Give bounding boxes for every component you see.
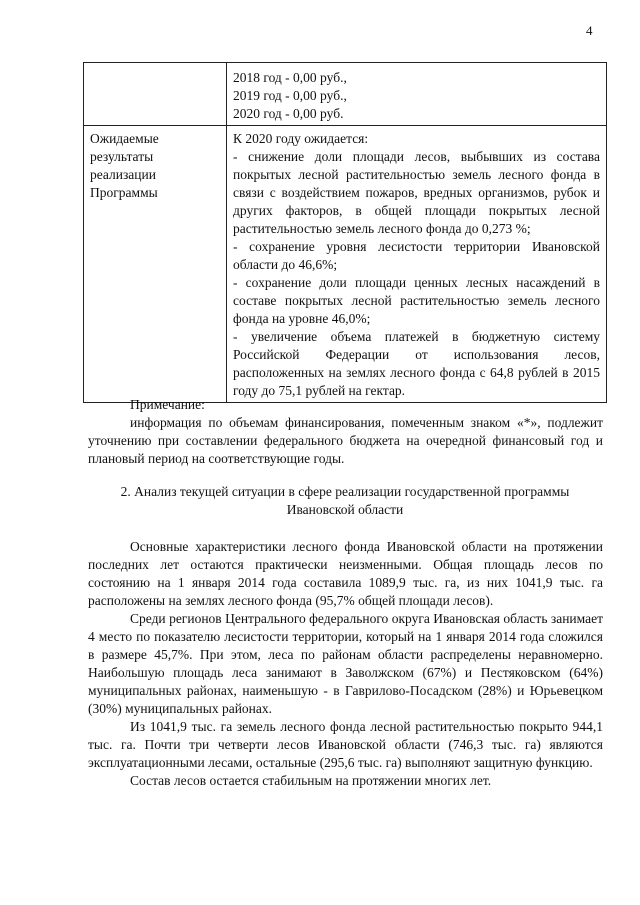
table-row [84, 63, 607, 126]
section-heading: 2. Анализ текущей ситуации в сфере реализации государственной программы Ивановской области [120, 484, 570, 517]
label-line: результаты [90, 149, 154, 164]
note-block [88, 396, 603, 468]
financing-line: 2019 год - 0,00 руб., [233, 88, 347, 103]
results-item: - снижение доли площади лесов, выбывших из состава покрытых лесной растительностью земель лесного фонда в связи с воздействием пожаров, вредных организмов, рубок и других факторов, в общей площади покрытых лесной растительностью земель лесного фонда до 0,273 %; [233, 149, 600, 236]
table-cell-results [227, 126, 607, 403]
note-label: Примечание: [130, 397, 205, 412]
section-body [88, 538, 603, 790]
table-cell-label [84, 63, 227, 126]
financing-line: 2018 год - 0,00 руб., [233, 70, 347, 85]
paragraph: Состав лесов остается стабильным на протяжении многих лет. [130, 773, 492, 788]
table-cell-financing [227, 63, 607, 126]
results-item: - увеличение объема платежей в бюджетную систему Российской Федерации от использования лесов, расположенных на землях лесного фонда с 64,8 рублей в 2015 году до 75,1 рублей на гектар. [233, 329, 600, 398]
table-cell-label [84, 126, 227, 403]
page-number: 4 [586, 23, 593, 38]
label-line: Программы [90, 185, 158, 200]
program-passport-table [83, 62, 607, 403]
results-item: - сохранение уровня лесистости территории Ивановской области до 46,6%; [233, 239, 600, 272]
financing-line: 2020 год - 0,00 руб. [233, 106, 344, 121]
paragraph: Среди регионов Центрального федерального округа Ивановская область занимает 4 место по показателю лесистости территории, который на 1 января 2014 года сложился в размере 45,7%. При этом, леса по районам области распределены неравномерно. Наибольшую площадь леса занимают в Заволжском (67%) и Пестяковском (64%) муниципальных районах, наименьшую - в Гаврилово-Посадском (28%) и Юрьевецком (30%) муниципальных районах. [88, 611, 603, 716]
label-line: реализации [90, 167, 156, 182]
note-text: информация по объемам финансирования, помеченным знаком «*», подлежит уточнению при составлении федерального бюджета на очередной финансовый год и плановый период на соответствующие годы. [88, 415, 603, 466]
label-line: Ожидаемые [90, 131, 159, 146]
paragraph: Основные характеристики лесного фонда Ивановской области на протяжении последних лет остаются практически неизменными. Общая площадь лесов по состоянию на 1 января 2014 года составила 1089,9 тыс. га, из них 1041,9 тыс. га расположены на землях лесного фонда (95,7% общей площади лесов). [88, 539, 603, 608]
table-row [84, 126, 607, 403]
paragraph: Из 1041,9 тыс. га земель лесного фонда лесной растительностью покрыто 944,1 тыс. га. Почти три четверти лесов Ивановской области (746,3 тыс. га) являются эксплуатационными лесами, остальные (295,6 тыс. га) выполняют защитную функцию. [88, 719, 603, 770]
results-intro: К 2020 году ожидается: [233, 131, 369, 146]
results-item: - сохранение доли площади ценных лесных насаждений в составе покрытых лесной растительностью земель лесного фонда на уровне 46,0%; [233, 275, 600, 326]
